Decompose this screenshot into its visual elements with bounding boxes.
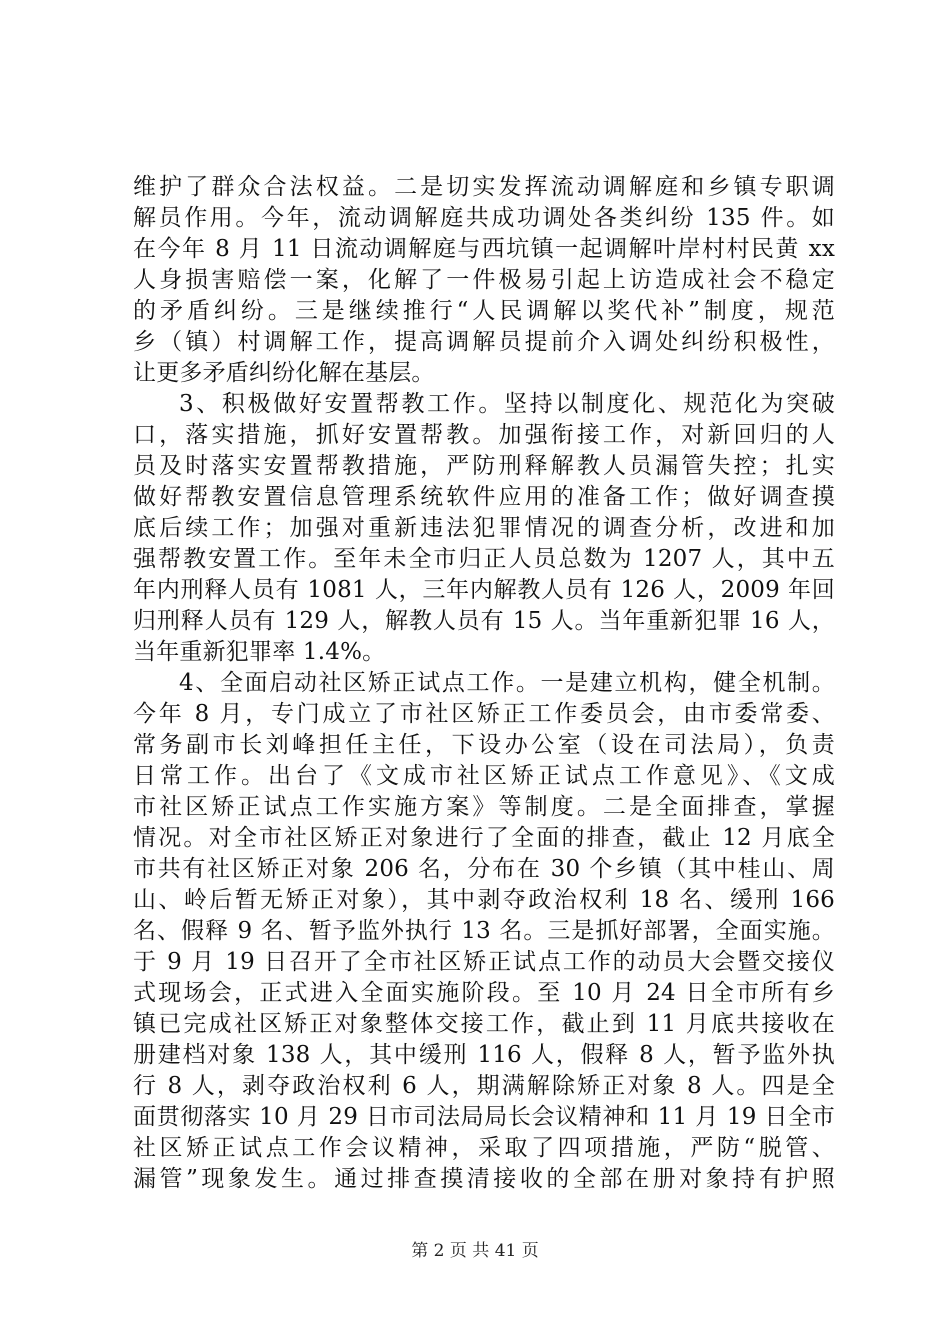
text-line: 底后续工作；加强对重新违法犯罪情况的调查分析，改进和加 <box>133 515 835 541</box>
text-line: 归刑释人员有 129 人，解教人员有 15 人。当年重新犯罪 16 人， <box>133 608 835 634</box>
text-line: 让更多矛盾纠纷化解在基层。 <box>133 360 435 386</box>
text-line: 行 8 人，剥夺政治权利 6 人，期满解除矫正对象 8 人。四是全 <box>133 1073 835 1099</box>
text-line: 于 9 月 19 日召开了全市社区矫正试点工作的动员大会暨交接仪 <box>133 949 835 975</box>
text-line: 维护了群众合法权益。二是切实发挥流动调解庭和乡镇专职调 <box>133 174 835 200</box>
text-line: 员及时落实安置帮教措施，严防刑释解教人员漏管失控；扎实 <box>133 453 835 479</box>
text-line: 镇已完成社区矫正对象整体交接工作，截止到 11 月底共接收在 <box>133 1011 835 1037</box>
text-line: 常务副市长刘峰担任主任，下设办公室（设在司法局），负责 <box>133 732 835 758</box>
document-body <box>133 172 835 1195</box>
text-line: 日常工作。出台了《文成市社区矫正试点工作意见》、《文成 <box>133 763 835 789</box>
text-line: 面贯彻落实 10 月 29 日市司法局局长会议精神和 11 月 19 日全市 <box>133 1104 835 1130</box>
page-footer: 第 2 页 共 41 页 <box>411 1241 539 1261</box>
text-line: 市社区矫正试点工作实施方案》等制度。二是全面排查，掌握 <box>133 794 835 820</box>
text-line: 漏管”现象发生。通过排查摸清接收的全部在册对象持有护照 <box>133 1166 835 1192</box>
text-line: 3、积极做好安置帮教工作。坚持以制度化、规范化为突破 <box>179 391 835 417</box>
text-line: 乡（镇）村调解工作，提高调解员提前介入调处纠纷积极性， <box>133 329 835 355</box>
text-line: 市共有社区矫正对象 206 名，分布在 30 个乡镇（其中桂山、周 <box>133 856 835 882</box>
text-line: 年内刑释人员有 1081 人，三年内解教人员有 126 人，2009 年回 <box>133 577 835 603</box>
text-line: 今年 8 月，专门成立了市社区矫正工作委员会，由市委常委、 <box>133 701 835 727</box>
text-line: 名、假释 9 名、暂予监外执行 13 名。三是抓好部署，全面实施。 <box>133 918 835 944</box>
text-line: 在今年 8 月 11 日流动调解庭与西坑镇一起调解叶岸村村民黄 xx <box>133 236 835 262</box>
text-line: 社区矫正试点工作会议精神，采取了四项措施，严防“脱管、 <box>133 1135 835 1161</box>
text-line: 山、岭后暂无矫正对象），其中剥夺政治权利 18 名、缓刑 166 <box>133 887 835 913</box>
text-line: 做好帮教安置信息管理系统软件应用的准备工作；做好调查摸 <box>133 484 835 510</box>
text-line: 的矛盾纠纷。三是继续推行“人民调解以奖代补”制度，规范 <box>133 298 835 324</box>
text-line: 强帮教安置工作。至年未全市归正人员总数为 1207 人，其中五 <box>133 546 835 572</box>
text-line: 解员作用。今年，流动调解庭共成功调处各类纠纷 135 件。如 <box>133 205 835 231</box>
text-line: 4、全面启动社区矫正试点工作。一是建立机构，健全机制。 <box>179 670 835 696</box>
text-line: 口，落实措施，抓好安置帮教。加强衔接工作，对新回归的人 <box>133 422 835 448</box>
text-line: 人身损害赔偿一案，化解了一件极易引起上访造成社会不稳定 <box>133 267 835 293</box>
text-line: 情况。对全市社区矫正对象进行了全面的排查，截止 12 月底全 <box>133 825 835 851</box>
text-line: 当年重新犯罪率 1.4%。 <box>133 639 386 665</box>
text-line: 册建档对象 138 人，其中缓刑 116 人，假释 8 人，暂予监外执 <box>133 1042 835 1068</box>
text-line: 式现场会，正式进入全面实施阶段。至 10 月 24 日全市所有乡 <box>133 980 835 1006</box>
